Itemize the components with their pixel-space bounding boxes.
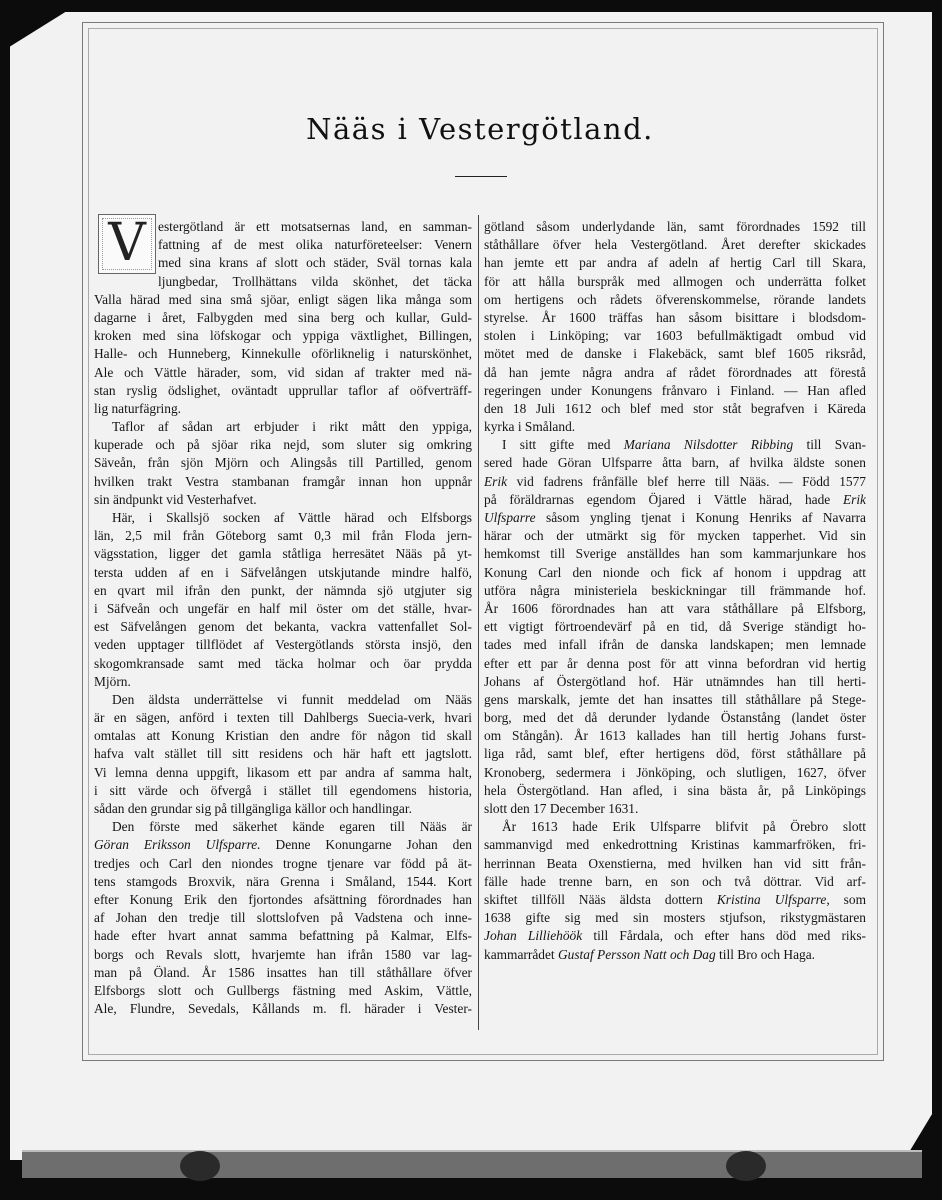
text-line: af Johan den tredje till slottslofven på Vadstena och inne- xyxy=(94,910,472,926)
text-line: Valla härad med sina små sjöar, enligt sägen lika många som xyxy=(94,291,472,307)
text-line: stolen i Linköping; var 1603 befullmäktigadt ombud vid xyxy=(484,328,866,344)
text-line: veden upptager tillflödet af Vestergötlands största insjö, den xyxy=(94,637,472,653)
text-line: om Stångån). År 1613 kallades han till hertig Johans furst- xyxy=(484,728,866,744)
text-line: styrelse. År 1600 träffas han såsom bisittare i blodsdom- xyxy=(484,309,866,325)
mount-rivet xyxy=(180,1151,220,1181)
column-divider xyxy=(478,215,479,1030)
text-line: liga råd, samt blef, efter hertigens död, först ståthållare på xyxy=(484,746,866,762)
text-line: Taflor af sådan art erbjuder i rikt mått den yppiga, xyxy=(112,419,472,435)
text-line: År 1613 hade Erik Ulfsparre blifvit på Örebro slott xyxy=(502,819,866,835)
text-line: Vi lemna denna uppgift, likasom ett par andra af samma halt, xyxy=(94,764,472,780)
left-column xyxy=(94,218,472,1018)
text-line: fälle hade trenne barn, en son och två döttrar. Vid arf- xyxy=(484,873,866,889)
text-line: hela Östergötland. Han afled, i sina bästa år, på Linköpings xyxy=(484,782,866,798)
text-line: i Säfveån och ungefär en half mil öster om det ställe, hvar- xyxy=(94,600,472,616)
text-line: kuperade och på sjöar rika nejd, som sluter sig omkring xyxy=(94,437,472,453)
text-line: omtalas att Konung Kristian den andre för någon tid skall xyxy=(94,728,472,744)
mount-strip xyxy=(22,1150,922,1178)
text-line: Ale, Flundre, Sevedals, Kållands m. fl. härader i Vester- xyxy=(94,1001,472,1017)
text-line: sådan den grundar sig på tillgängliga källor och handlingar. xyxy=(94,801,412,816)
text-line: hemkomst till Sverige anställdes han som kammarjunkare hos xyxy=(484,546,866,562)
text-line: härar och der utmärkt sig för mycken tapperhet. Vid sin xyxy=(484,528,866,544)
text-line: stan ryslig ödslighet, oväntadt upprullar taflor af oöfverträff- xyxy=(94,382,472,398)
text-line: Göran Eriksson Ulfsparre. Denne Konungarne Johan den xyxy=(94,837,472,853)
text-line: Ulfsparre såsom yngling tjenat i Konung Henriks af Navarra xyxy=(484,510,866,525)
text-line: mötet med de danske i Flakebäck, samt blef 1605 riksråd, xyxy=(484,346,866,362)
text-line: Säveån, från sjön Mjörn och Alingsås till Partilled, genom xyxy=(94,455,472,471)
text-line: kroken med sina löfskogar och yppiga växtlighet, Billingen, xyxy=(94,328,472,344)
text-line: är en sägen, anförd i texten till Dahlbergs Suecia-verk, hvari xyxy=(94,710,472,726)
text-line: Halle- och Hunneberg, Kinnekulle oförliknelig i naturskönhet, xyxy=(94,346,472,362)
text-line: skiftet tillföll Nääs äldsta dottern Kristina Ulfsparre, som xyxy=(484,891,866,907)
text-line: Elfsborgs slott och Gullbergs fästning med Askim, Vättle, xyxy=(94,982,472,998)
text-line: regeringen under Konungens frånvaro i Finland. — Han afled xyxy=(484,382,866,398)
text-line: Här, i Skallsjö socken af Vättle härad och Elfsborgs xyxy=(112,510,472,525)
text-line: Ale och Vättle härader, som, vid sidan af trakter med nä- xyxy=(94,364,472,380)
text-line: i sitt värde och öfvergå i stället till egendomens historia, xyxy=(94,782,472,798)
text-line: Johan Lilliehöök till Fårdala, och efter hans död med riks- xyxy=(484,928,866,944)
right-column xyxy=(484,218,866,964)
text-line: fattning af de mest olika naturföreteelser: Venern xyxy=(158,237,472,253)
text-line: ett vigtigt förtroendevärf på en tid, då Sverige ständigt ho- xyxy=(484,619,866,635)
text-line: ljungbedar, Trollhättans vilda skönhet, det täcka xyxy=(158,273,472,289)
text-line: Den äldsta underrättelse vi funnit meddelad om Nääs xyxy=(112,691,472,707)
text-line: est Säfvelången genom det bekanta, vackra vattenfallet Sol- xyxy=(94,619,472,635)
text-line: om hertigens och rådets öfverenskommelse, rörande landets xyxy=(484,291,866,307)
text-line: sered hade Göran Ulfsparre åtta barn, af hvilka äldste sonen xyxy=(484,455,866,471)
text-line: herrinnan Beata Oxenstierna, med hvilken han vid sitt från- xyxy=(484,855,866,871)
text-line: utföra några ministeriela beskickningar till främmande hof. xyxy=(484,582,866,598)
text-line: Johans af Östergötland hof. Här utnämndes han till herti- xyxy=(484,673,866,689)
text-line: på föräldrarnas egendom Öjared i Vättle härad, hade Erik xyxy=(484,491,866,507)
text-line: sin ändpunkt vid Vesterhafvet. xyxy=(94,491,257,507)
text-line: tredjes och Carl den niondes trogne tjenare var född på ät- xyxy=(94,855,472,871)
text-line: hvilken trakt Vestra stambanan framgår innan hon uppnår xyxy=(94,473,472,489)
text-line: skogomkransade samt med täcka holmar och öar prydda xyxy=(94,655,472,671)
text-line: Mjörn. xyxy=(94,673,131,689)
text-line: hade efter hvart annat samma befattning på Kalmar, Elfs- xyxy=(94,928,472,944)
text-line: götland såsom underlydande län, samt förordnades 1592 till xyxy=(484,219,866,234)
text-line: för att hålla burspråk med allmogen och underrätta folket xyxy=(484,273,866,289)
text-line: Erik vid fadrens frånfälle blef herre till Nääs. — Född 1577 xyxy=(484,473,866,489)
text-line: sammanvigd med enkedrottning Kristinas kammarfröken, fri- xyxy=(484,837,866,853)
text-line: År 1606 förordnades han att vara ståthållare på Elfsborg, xyxy=(484,600,866,616)
text-line: I sitt gifte med Mariana Nilsdotter Ribbing till Svan- xyxy=(502,437,866,453)
text-line: man på Öland. År 1586 insattes han till ståthållare öfver xyxy=(94,964,472,980)
text-line: vägsstation, ligger det gamla ståtliga herresätet Nääs på yt- xyxy=(94,546,472,562)
text-line: lig naturfägring. xyxy=(94,400,182,416)
text-line: län, 2,5 mil från Göteborg samt 0,3 mil från Floda jern- xyxy=(94,528,472,544)
text-line: efter Konung Erik den fjortondes afsättning förordnades han xyxy=(94,891,472,907)
text-line: en qvart mil ifrån den punkt, der nämnda sjö utgjuter sig xyxy=(94,582,472,598)
text-line: tades med infall ifrån de danska landskapen; men lemnade xyxy=(484,637,866,653)
text-line: kammarrådet Gustaf Persson Natt och Dag till Bro och Haga. xyxy=(484,946,815,962)
text-line: efter ett par år denna post för att vinna befordran vid hertig xyxy=(484,655,866,671)
text-line: ståthållare öfver hela Vestergötland. Året derefter skickades xyxy=(484,237,866,253)
text-line: slott den 17 December 1631. xyxy=(484,801,639,816)
text-line: kyrka i Småland. xyxy=(484,419,576,435)
mount-rivet xyxy=(726,1151,766,1181)
text-line: borg, med det då derunder lydande Östanstång (landet öster xyxy=(484,710,866,726)
text-line: Den förste med säkerhet kände egaren till Nääs är xyxy=(112,819,472,835)
text-line: tersta udden af en i Säfvelången utskjutande mindre halfö, xyxy=(94,564,472,580)
text-line: då han jemte några andra af rådet förordnades att förestå xyxy=(484,364,866,380)
text-line: han jemte ett par andra af adeln af hertig Carl till Skara, xyxy=(484,255,866,271)
text-line: gens marskalk, jemte det han insattes till ståthållare på Stege- xyxy=(484,691,866,707)
text-line: hafva valt stället till sitt residens och här haft ett jagtslott. xyxy=(94,746,472,762)
text-line: 1638 gifte sig med sin mosters stjufson, rikstygmästaren xyxy=(484,910,866,926)
text-line: Kronoberg, sedermera i Jönköping, och slutligen, 1627, öfver xyxy=(484,764,866,780)
drop-cap-letter: V xyxy=(108,213,146,273)
text-line: dagarne i året, Falbygden med sina berg och kullar, Guld- xyxy=(94,309,472,325)
text-line: tens stamgods Broxvik, nära Grenna i Småland, 1544. Kort xyxy=(94,873,472,889)
title-rule xyxy=(455,176,507,177)
text-line: Konung Carl den nionde och fick af honom i uppdrag att xyxy=(484,564,866,580)
text-line: med sina krans af slott och städer, Sväl tornas kala xyxy=(158,255,472,271)
text-line: borgs och Revals slott, hvarjemte han ifrån 1580 var lag- xyxy=(94,946,472,962)
text-line: estergötland är ett motsatsernas land, en samman- xyxy=(158,219,472,234)
text-line: den 18 Juli 1612 och blef med stor ståt begrafven i Käreda xyxy=(484,400,866,416)
page-title: Nääs i Vestergötland. xyxy=(306,112,654,146)
